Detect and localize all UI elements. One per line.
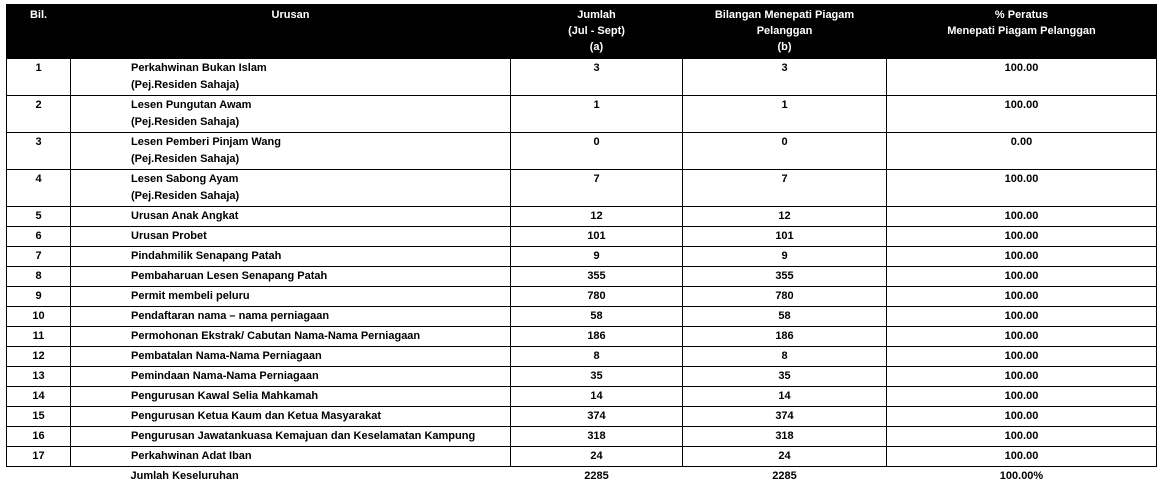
header-jumlah-line3: (a): [515, 39, 678, 55]
row-menepati: 355: [683, 267, 887, 287]
total-blank: [7, 467, 71, 486]
row-jumlah: 101: [511, 227, 683, 247]
table-row: [7, 247, 1157, 267]
row-peratus: 0.00: [887, 133, 1157, 170]
row-urusan-title: Pindahmilik Senapang Patah: [131, 248, 506, 265]
table-row: [7, 96, 1157, 133]
row-urusan: [71, 387, 511, 407]
row-peratus: 100.00: [887, 327, 1157, 347]
total-row: [7, 467, 1157, 486]
table-row: [7, 387, 1157, 407]
row-urusan-sub: (Pej.Residen Sahaja): [131, 188, 506, 205]
row-menepati: 3: [683, 59, 887, 96]
row-urusan-title: Urusan Probet: [131, 228, 506, 245]
row-urusan: [71, 247, 511, 267]
table-row: [7, 287, 1157, 307]
row-bil: 16: [7, 427, 71, 447]
row-menepati: 1: [683, 96, 887, 133]
table-row: [7, 447, 1157, 467]
table-row: [7, 207, 1157, 227]
row-peratus: 100.00: [887, 247, 1157, 267]
row-bil: 1: [7, 59, 71, 96]
row-peratus: 100.00: [887, 287, 1157, 307]
row-jumlah: 9: [511, 247, 683, 267]
row-peratus: 100.00: [887, 207, 1157, 227]
row-urusan: [71, 133, 511, 170]
row-peratus: 100.00: [887, 96, 1157, 133]
row-peratus: 100.00: [887, 427, 1157, 447]
row-urusan-title: Pemindaan Nama-Nama Perniagaan: [131, 368, 506, 385]
header-peratus-line1: % Peratus: [891, 7, 1152, 23]
row-urusan-title: Pendaftaran nama – nama perniagaan: [131, 308, 506, 325]
row-jumlah: 12: [511, 207, 683, 227]
row-menepati: 14: [683, 387, 887, 407]
row-bil: 7: [7, 247, 71, 267]
row-jumlah: 58: [511, 307, 683, 327]
header-peratus: [887, 5, 1157, 59]
table-row: [7, 170, 1157, 207]
row-peratus: 100.00: [887, 387, 1157, 407]
table-row: [7, 307, 1157, 327]
row-peratus: 100.00: [887, 367, 1157, 387]
row-urusan-sub: (Pej.Residen Sahaja): [131, 114, 506, 131]
table-row: [7, 347, 1157, 367]
row-urusan: [71, 207, 511, 227]
row-bil: 6: [7, 227, 71, 247]
row-peratus: 100.00: [887, 447, 1157, 467]
row-bil: 9: [7, 287, 71, 307]
row-jumlah: 3: [511, 59, 683, 96]
row-menepati: 58: [683, 307, 887, 327]
row-bil: 11: [7, 327, 71, 347]
table-row: [7, 407, 1157, 427]
row-bil: 17: [7, 447, 71, 467]
row-menepati: 12: [683, 207, 887, 227]
row-peratus: 100.00: [887, 227, 1157, 247]
row-urusan: [71, 447, 511, 467]
row-peratus: 100.00: [887, 59, 1157, 96]
row-urusan-title: Urusan Anak Angkat: [131, 208, 506, 225]
row-urusan-title: Pengurusan Kawal Selia Mahkamah: [131, 388, 506, 405]
row-urusan-title: Lesen Pemberi Pinjam Wang: [131, 134, 506, 151]
row-urusan-title: Pembatalan Nama-Nama Perniagaan: [131, 348, 506, 365]
row-bil: 5: [7, 207, 71, 227]
row-urusan: [71, 96, 511, 133]
row-menepati: 780: [683, 287, 887, 307]
row-jumlah: 8: [511, 347, 683, 367]
row-menepati: 318: [683, 427, 887, 447]
header-bilangan-line2: (b): [687, 39, 882, 55]
header-peratus-line2: Menepati Piagam Pelanggan: [891, 23, 1152, 39]
row-jumlah: 14: [511, 387, 683, 407]
total-peratus: 100.00%: [887, 467, 1157, 486]
row-urusan: [71, 327, 511, 347]
row-urusan-title: Pembaharuan Lesen Senapang Patah: [131, 268, 506, 285]
row-peratus: 100.00: [887, 267, 1157, 287]
row-jumlah: 24: [511, 447, 683, 467]
table-row: [7, 133, 1157, 170]
row-urusan-sub: (Pej.Residen Sahaja): [131, 77, 506, 94]
row-jumlah: 318: [511, 427, 683, 447]
row-menepati: 35: [683, 367, 887, 387]
header-urusan: Urusan: [71, 5, 511, 59]
row-menepati: 8: [683, 347, 887, 367]
table-row: [7, 327, 1157, 347]
header-bilangan-line1: Bilangan Menepati Piagam Pelanggan: [687, 7, 882, 39]
total-menepati: 2285: [683, 467, 887, 486]
table-body: [7, 59, 1157, 486]
table-header: [7, 5, 1157, 59]
row-jumlah: 355: [511, 267, 683, 287]
row-urusan: [71, 170, 511, 207]
row-urusan-title: Perkahwinan Bukan Islam: [131, 60, 506, 77]
row-urusan: [71, 227, 511, 247]
row-jumlah: 780: [511, 287, 683, 307]
table-row: [7, 59, 1157, 96]
row-bil: 3: [7, 133, 71, 170]
row-menepati: 7: [683, 170, 887, 207]
row-urusan-title: Permohonan Ekstrak/ Cabutan Nama-Nama Perniagaan: [131, 328, 506, 345]
row-peratus: 100.00: [887, 307, 1157, 327]
table-row: [7, 227, 1157, 247]
row-peratus: 100.00: [887, 347, 1157, 367]
row-urusan: [71, 59, 511, 96]
customer-charter-table: [6, 4, 1157, 486]
row-menepati: 24: [683, 447, 887, 467]
table-row: [7, 267, 1157, 287]
row-urusan-title: Perkahwinan Adat Iban: [131, 448, 506, 465]
row-urusan-title: Permit membeli peluru: [131, 288, 506, 305]
row-bil: 14: [7, 387, 71, 407]
row-menepati: 9: [683, 247, 887, 267]
row-urusan: [71, 347, 511, 367]
row-jumlah: 1: [511, 96, 683, 133]
row-bil: 8: [7, 267, 71, 287]
row-peratus: 100.00: [887, 170, 1157, 207]
row-urusan-title: Lesen Pungutan Awam: [131, 97, 506, 114]
row-jumlah: 0: [511, 133, 683, 170]
report-table-container: [6, 4, 1156, 486]
table-row: [7, 367, 1157, 387]
row-bil: 10: [7, 307, 71, 327]
row-jumlah: 186: [511, 327, 683, 347]
row-urusan-sub: (Pej.Residen Sahaja): [131, 151, 506, 168]
row-peratus: 100.00: [887, 407, 1157, 427]
row-urusan-title: Lesen Sabong Ayam: [131, 171, 506, 188]
row-menepati: 101: [683, 227, 887, 247]
row-bil: 4: [7, 170, 71, 207]
row-menepati: 0: [683, 133, 887, 170]
row-bil: 13: [7, 367, 71, 387]
header-bilangan: [683, 5, 887, 59]
header-jumlah-line1: Jumlah: [515, 7, 678, 23]
row-urusan: [71, 287, 511, 307]
row-urusan: [71, 307, 511, 327]
row-jumlah: 7: [511, 170, 683, 207]
row-menepati: 186: [683, 327, 887, 347]
row-urusan: [71, 407, 511, 427]
total-label: Jumlah Keseluruhan: [71, 467, 511, 486]
row-urusan: [71, 367, 511, 387]
row-jumlah: 35: [511, 367, 683, 387]
row-bil: 12: [7, 347, 71, 367]
row-bil: 2: [7, 96, 71, 133]
row-bil: 15: [7, 407, 71, 427]
row-urusan-title: Pengurusan Ketua Kaum dan Ketua Masyarakat: [131, 408, 506, 425]
row-urusan-title: Pengurusan Jawatankuasa Kemajuan dan Keselamatan Kampung: [131, 428, 506, 445]
table-row: [7, 427, 1157, 447]
header-jumlah-line2: (Jul - Sept): [515, 23, 678, 39]
row-jumlah: 374: [511, 407, 683, 427]
header-jumlah: [511, 5, 683, 59]
total-jumlah: 2285: [511, 467, 683, 486]
row-urusan: [71, 267, 511, 287]
row-menepati: 374: [683, 407, 887, 427]
header-bil: Bil.: [7, 5, 71, 59]
row-urusan: [71, 427, 511, 447]
